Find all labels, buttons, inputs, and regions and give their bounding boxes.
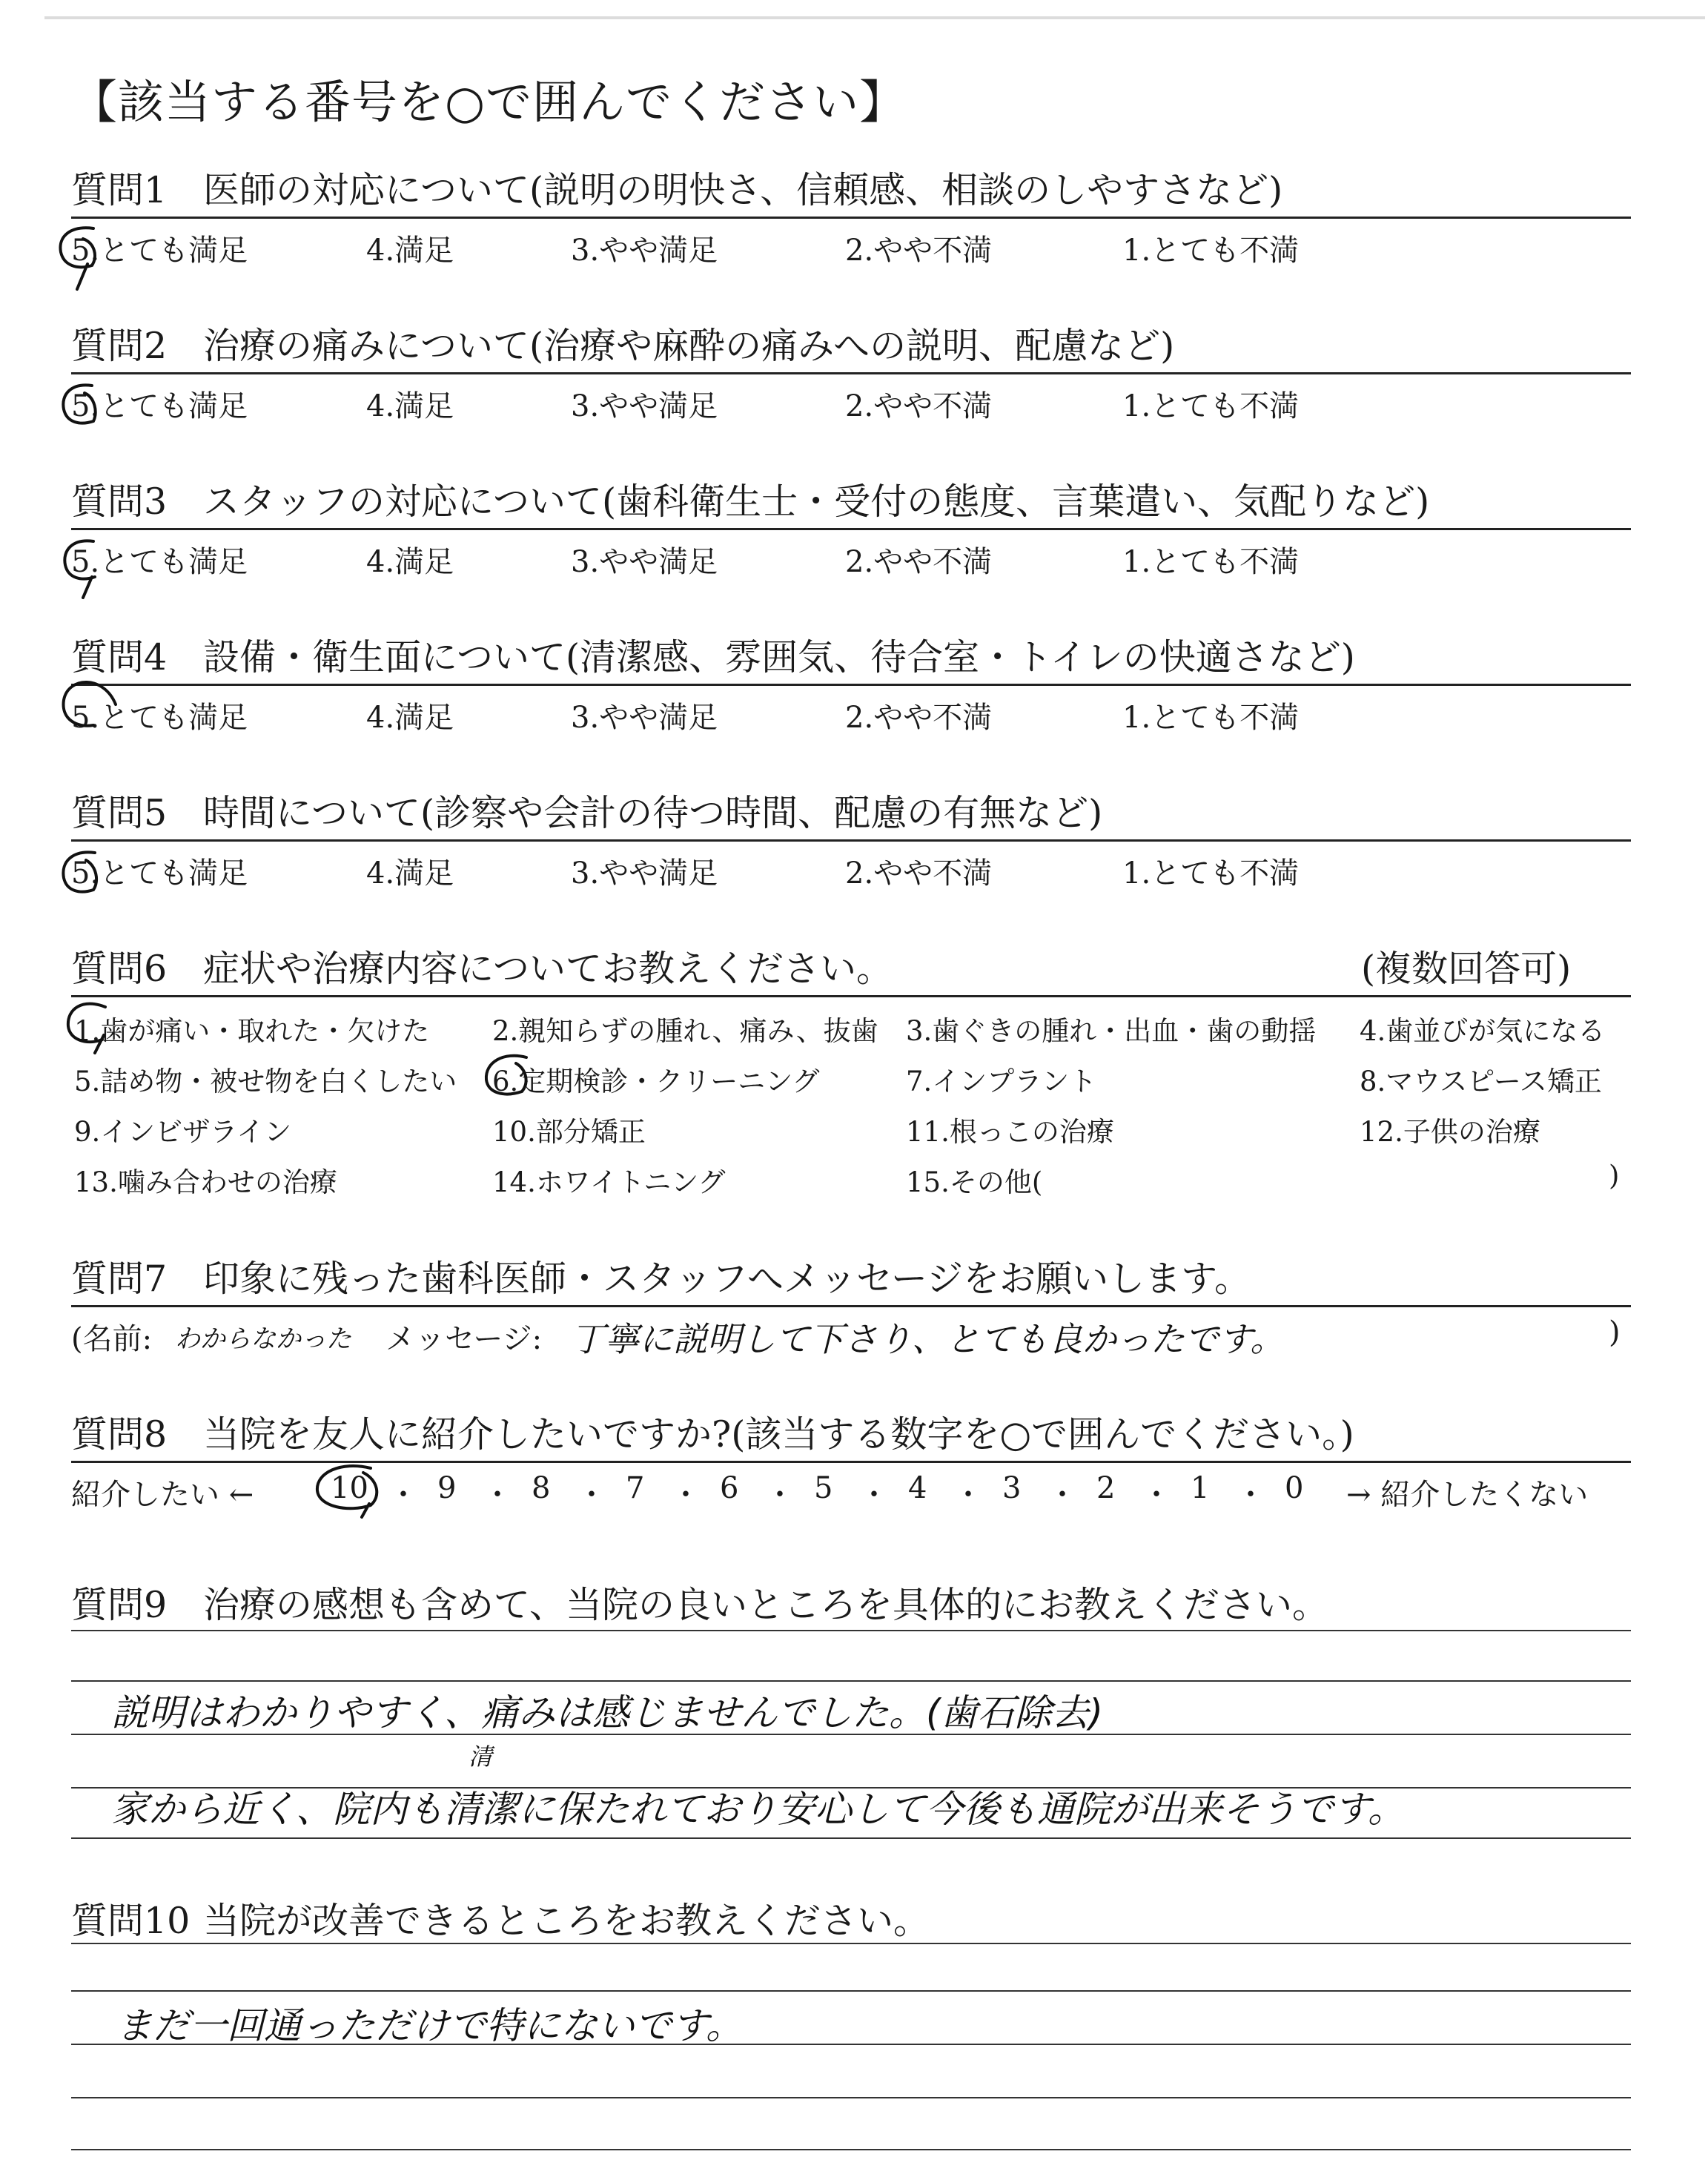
option-2[interactable]: 2.やや不満 <box>845 856 993 891</box>
option-1[interactable]: 1.とても不満 <box>1122 545 1300 579</box>
question-text: 治療の痛みについて(治療や麻酔の痛みへの説明、配慮など) <box>203 325 1175 367</box>
option-5[interactable]: 5.とても満足 <box>71 856 248 891</box>
option-3[interactable]: 3.やや満足 <box>571 389 718 423</box>
scale-0[interactable]: 0 <box>1285 1471 1304 1505</box>
question-text: 症状や治療内容についてお教えください。 <box>203 948 893 990</box>
question-text: 当院を友人に紹介したいですか?(該当する数字を○で囲んでください。) <box>203 1413 1354 1456</box>
option-2[interactable]: 2.やや不満 <box>845 545 993 579</box>
recommend-left-label: 紹介したい ← <box>71 1478 254 1512</box>
answer-line <box>71 2097 1631 2098</box>
scale-separator: ・ <box>859 1478 889 1512</box>
symptom-option-14[interactable]: 14.ホワイトニング <box>492 1166 726 1198</box>
scale-1[interactable]: 1 <box>1191 1471 1210 1505</box>
symptom-option-1[interactable]: 1.歯が痛い・取れた・欠けた <box>74 1015 430 1047</box>
scale-separator: ・ <box>765 1478 795 1512</box>
option-5[interactable]: 5.とても満足 <box>71 234 248 268</box>
question-text: 印象に残った歯科医師・スタッフへメッセージをお願いします。 <box>203 1258 1251 1300</box>
option-3[interactable]: 3.やや満足 <box>571 234 718 268</box>
question-label: 質問2 <box>71 325 168 367</box>
question-text: 治療の感想も含めて、当院の良いところを具体的にお教えください。 <box>203 1584 1329 1626</box>
message-handwritten[interactable]: 丁寧に説明して下さり、とても良かったです。 <box>571 1319 1285 1359</box>
question-label: 質問8 <box>71 1413 168 1456</box>
option-3[interactable]: 3.やや満足 <box>571 856 718 891</box>
question-text: 医師の対応について(説明の明快さ、信頼感、相談のしやすさなど) <box>203 169 1283 211</box>
answer-line <box>71 1680 1631 1682</box>
question-label: 質問7 <box>71 1258 168 1300</box>
answer-line <box>71 1630 1631 1631</box>
scale-separator: ・ <box>1142 1478 1171 1512</box>
scale-separator: ・ <box>388 1478 418 1512</box>
scale-separator: ・ <box>953 1478 983 1512</box>
answer-line <box>71 1837 1631 1839</box>
question-label: 質問4 <box>71 636 168 678</box>
message-label: メッセージ: <box>385 1322 543 1356</box>
option-4[interactable]: 4.満足 <box>366 389 454 423</box>
option-4[interactable]: 4.満足 <box>366 701 454 735</box>
question-rule <box>71 528 1631 530</box>
scale-separator: ・ <box>1236 1478 1265 1512</box>
question-label: 質問9 <box>71 1584 168 1626</box>
symptom-option-12[interactable]: 12.子供の治療 <box>1360 1116 1540 1148</box>
question-rule <box>71 1461 1631 1463</box>
option-5[interactable]: 5.とても満足 <box>71 389 248 423</box>
message-close-paren: ) <box>1609 1315 1621 1350</box>
symptom-option-13[interactable]: 13.噛み合わせの治療 <box>74 1166 337 1198</box>
recommend-right-label: → 紹介したくない <box>1346 1478 1589 1512</box>
symptom-option-6[interactable]: 6.定期検診・クリーニング <box>492 1066 820 1097</box>
scale-separator: ・ <box>1047 1478 1077 1512</box>
question-text: スタッフの対応について(歯科衛生士・受付の態度、言葉遣い、気配りなど) <box>203 480 1430 523</box>
option-1[interactable]: 1.とても不満 <box>1122 856 1300 891</box>
question-text: 時間について(診察や会計の待つ時間、配慮の有無など) <box>203 792 1103 834</box>
option-3[interactable]: 3.やや満足 <box>571 701 718 735</box>
symptom-option-10[interactable]: 10.部分矯正 <box>492 1116 646 1148</box>
answer-line <box>71 2149 1631 2150</box>
symptom-option-2[interactable]: 2.親知らずの腫れ、痛み、抜歯 <box>492 1015 878 1047</box>
option-4[interactable]: 4.満足 <box>366 234 454 268</box>
answer-handwritten-1[interactable]: まだ一回通っただけで特にないです。 <box>116 2004 743 2047</box>
question-rule <box>71 839 1631 842</box>
symptom-option-7[interactable]: 7.インプラント <box>906 1066 1097 1097</box>
option-4[interactable]: 4.満足 <box>366 856 454 891</box>
symptom-option-9[interactable]: 9.インビザライン <box>74 1116 292 1148</box>
handwritten-insert: 清 <box>469 1743 493 1771</box>
symptom-option-3[interactable]: 3.歯ぐきの腫れ・出血・歯の動揺 <box>906 1015 1317 1047</box>
scale-separator: ・ <box>577 1478 606 1512</box>
question-label: 質問10 <box>71 1900 191 1942</box>
answer-line <box>71 1943 1631 1944</box>
question-rule <box>71 372 1631 374</box>
option-3[interactable]: 3.やや満足 <box>571 545 718 579</box>
question-rule <box>71 684 1631 686</box>
symptom-option-8[interactable]: 8.マウスピース矯正 <box>1360 1066 1602 1097</box>
answer-handwritten-2[interactable]: 家から近く、院内も清潔に保たれており安心して今後も通院が出来そうです。 <box>111 1788 1405 1831</box>
symptom-option-15[interactable]: 15.その他( <box>906 1166 1043 1198</box>
scale-2[interactable]: 2 <box>1096 1471 1116 1505</box>
question-label: 質問1 <box>71 169 168 211</box>
question-text: 当院が改善できるところをお教えください。 <box>203 1900 930 1942</box>
scale-separator: ・ <box>483 1478 512 1512</box>
option-5[interactable]: 5.とても満足 <box>71 701 248 735</box>
option-1[interactable]: 1.とても不満 <box>1122 701 1300 735</box>
scale-separator: ・ <box>671 1478 701 1512</box>
question-label: 質問3 <box>71 480 168 523</box>
page-heading: 【該当する番号を○で囲んでください】 <box>71 75 907 129</box>
scale-5[interactable]: 5 <box>814 1471 833 1505</box>
question-label: 質問5 <box>71 792 168 834</box>
option-2[interactable]: 2.やや不満 <box>845 234 993 268</box>
other-close-paren: ) <box>1609 1160 1620 1192</box>
question-text: 設備・衛生面について(清潔感、雰囲気、待合室・トイレの快適さなど) <box>203 636 1355 678</box>
symptom-option-5[interactable]: 5.詰め物・被せ物を白くしたい <box>74 1066 457 1097</box>
scale-8[interactable]: 8 <box>532 1471 551 1505</box>
question-label: 質問6 <box>71 948 168 990</box>
symptom-option-11[interactable]: 11.根っこの治療 <box>906 1116 1114 1148</box>
answer-line <box>71 1990 1631 1992</box>
answer-handwritten-1[interactable]: 説明はわかりやすく、痛みは感じませんでした。(歯石除去) <box>111 1691 1104 1734</box>
scale-7[interactable]: 7 <box>626 1471 645 1505</box>
option-5[interactable]: 5.とても満足 <box>71 545 248 579</box>
option-1[interactable]: 1.とても不満 <box>1122 389 1300 423</box>
scale-10[interactable]: 10 <box>331 1471 368 1505</box>
symptom-option-4[interactable]: 4.歯並びが気になる <box>1360 1015 1606 1047</box>
scale-6[interactable]: 6 <box>720 1471 739 1505</box>
name-handwritten[interactable]: わからなかった <box>175 1324 351 1354</box>
option-2[interactable]: 2.やや不満 <box>845 389 993 423</box>
name-label: (名前: <box>71 1322 153 1356</box>
scan-top-edge <box>44 16 1705 19</box>
question-rule <box>71 217 1631 219</box>
question-rule <box>71 995 1631 997</box>
option-4[interactable]: 4.満足 <box>366 545 454 579</box>
scale-9[interactable]: 9 <box>437 1471 457 1505</box>
multiple-answer-note: (複数回答可) <box>1361 948 1572 990</box>
question-rule <box>71 1305 1631 1307</box>
option-2[interactable]: 2.やや不満 <box>845 701 993 735</box>
scale-4[interactable]: 4 <box>908 1471 927 1505</box>
scale-3[interactable]: 3 <box>1002 1471 1022 1505</box>
option-1[interactable]: 1.とても不満 <box>1122 234 1300 268</box>
